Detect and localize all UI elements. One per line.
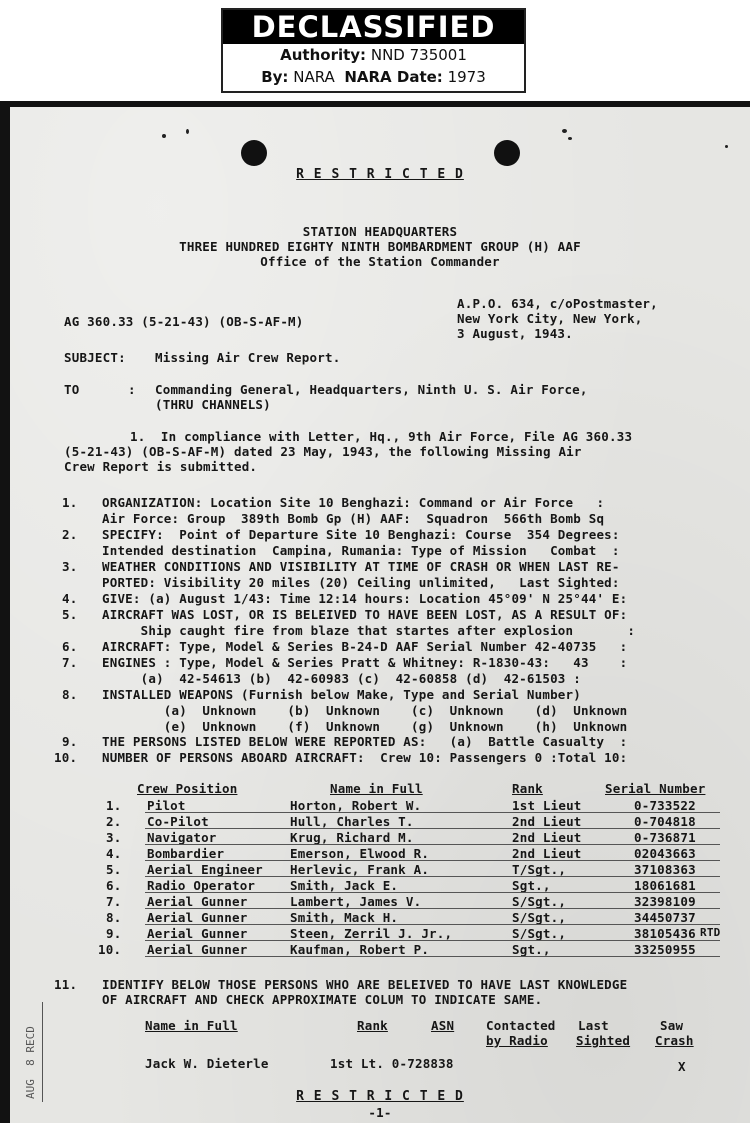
crew-row-serial: 34450737 <box>634 910 696 925</box>
crew-row-serial: 0-736871 <box>634 830 696 845</box>
crew-row-name: Hull, Charles T. <box>290 814 414 829</box>
crew-row-name: Horton, Robert W. <box>290 798 422 813</box>
to-line-1: Commanding General, Headquarters, Ninth U. S. Air Force, <box>155 382 588 397</box>
item-line: Air Force: Group 389th Bomb Gp (H) AAF: Squadron 566th Bomb Sq <box>102 511 605 526</box>
crew-row-name: Steen, Zerril J. Jr., <box>290 926 453 941</box>
crew-header-serial: Serial Number <box>605 781 706 796</box>
crew-header-name: Name in Full <box>330 781 423 796</box>
knowledge-header-asn: ASN <box>431 1018 455 1033</box>
crew-row-position: Aerial Engineer <box>147 862 263 877</box>
crew-row-position: Navigator <box>147 830 217 845</box>
crew-row-number: 3. <box>106 830 122 845</box>
crew-row-rank: Sgt., <box>512 878 551 893</box>
knowledge-row-name: Jack W. Dieterle <box>145 1056 269 1071</box>
apo-line-2: New York City, New York, <box>457 311 643 326</box>
item-number: 7. <box>62 655 78 670</box>
crew-row-position: Radio Operator <box>147 878 256 893</box>
crew-row-rank: 2nd Lieut <box>512 814 582 829</box>
crew-header-position: Crew Position <box>137 781 238 796</box>
header-office: Office of the Station Commander <box>260 254 500 269</box>
crew-row-number: 5. <box>106 862 122 877</box>
declassified-stamp <box>221 8 526 93</box>
item-line: INSTALLED WEAPONS (Furnish below Make, Type and Serial Number) <box>102 687 581 702</box>
item-line: WEATHER CONDITIONS AND VISIBILITY AT TIME OF CRASH OR WHEN LAST RE- <box>102 559 620 574</box>
crew-row-position: Bombardier <box>147 846 225 861</box>
crew-row-name: Smith, Jack E. <box>290 878 399 893</box>
crew-row-9-note: RTD <box>700 926 721 939</box>
crew-row-rule <box>145 924 720 925</box>
crew-row-rank: 2nd Lieut <box>512 830 582 845</box>
paragraph-1-line-1: 1. In compliance with Letter, Hq., 9th Air Force, File AG 360.33 <box>130 429 633 444</box>
knowledge-row-mark: X <box>678 1059 686 1074</box>
paragraph-1-line-2: (5-21-43) (OB-S-AF-M) dated 23 May, 1943, the following Missing Air <box>64 444 582 459</box>
crew-row-rank: S/Sgt., <box>512 926 567 941</box>
item-number: 2. <box>62 527 78 542</box>
crew-row-number: 7. <box>106 894 122 909</box>
knowledge-header-by-radio: by Radio <box>486 1033 548 1048</box>
paragraph-1-line-3: Crew Report is submitted. <box>64 459 258 474</box>
subject-value: Missing Air Crew Report. <box>155 350 341 365</box>
item-number: 3. <box>62 559 78 574</box>
knowledge-header-contacted: Contacted <box>486 1018 556 1033</box>
speck <box>725 145 728 148</box>
crew-row-rule <box>145 876 720 877</box>
apo-line-1: A.P.O. 634, c/oPostmaster, <box>457 296 658 311</box>
crew-row-rule <box>145 956 720 957</box>
crew-row-number: 2. <box>106 814 122 829</box>
crew-row-position: Aerial Gunner <box>147 942 248 957</box>
to-line-2: (THRU CHANNELS) <box>155 397 271 412</box>
item-line: GIVE: (a) August 1/43: Time 12:14 hours: Location 45°09' N 25°44' E: <box>102 591 628 606</box>
margin-line <box>42 1002 43 1102</box>
item-line: (a) 42-54613 (b) 42-60983 (c) 42-60858 (d) 42-61503 : <box>102 671 581 686</box>
crew-row-serial: 32398109 <box>634 894 696 909</box>
classification-top: R E S T R I C T E D <box>296 167 464 182</box>
item-line: Intended destination Campina, Rumania: Type of Mission Combat : <box>102 543 620 558</box>
crew-row-rule <box>145 812 720 813</box>
speck <box>162 134 166 138</box>
punch-hole-right <box>494 140 520 166</box>
crew-row-number: 10. <box>98 942 122 957</box>
subject-label: SUBJECT: <box>64 350 126 365</box>
crew-row-serial: 02043663 <box>634 846 696 861</box>
crew-row-rank: T/Sgt., <box>512 862 567 877</box>
item-number: 8. <box>62 687 78 702</box>
stamp-by: By: NARA NARA Date: 1973 <box>261 68 486 86</box>
item-line: ENGINES : Type, Model & Series Pratt & Whitney: R-1830-43: 43 : <box>102 655 628 670</box>
crew-row-serial: 18061681 <box>634 878 696 893</box>
header-group: THREE HUNDRED EIGHTY NINTH BOMBARDMENT GROUP (H) AAF <box>179 239 581 254</box>
received-date-stamp: AUG 8 RECD <box>24 1026 37 1099</box>
crew-row-number: 1. <box>106 798 122 813</box>
crew-row-rank: Sgt., <box>512 942 551 957</box>
crew-row-name: Smith, Mack H. <box>290 910 399 925</box>
document-scan <box>0 101 750 1123</box>
file-reference: AG 360.33 (5-21-43) (OB-S-AF-M) <box>64 314 304 329</box>
crew-row-number: 4. <box>106 846 122 861</box>
to-colon: : <box>128 382 136 397</box>
crew-row-name: Herlevic, Frank A. <box>290 862 430 877</box>
item-line: ORGANIZATION: Location Site 10 Benghazi: Command or Air Force : <box>102 495 605 510</box>
crew-row-position: Co-Pilot <box>147 814 209 829</box>
crew-row-rank: 2nd Lieut <box>512 846 582 861</box>
item-line: NUMBER OF PERSONS ABOARD AIRCRAFT: Crew 10: Passengers 0 :Total 10: <box>102 750 628 765</box>
crew-row-rule <box>145 940 720 941</box>
stamp-authority: Authority: NND 735001 <box>280 46 467 64</box>
to-label: TO <box>64 382 80 397</box>
item-line: THE PERSONS LISTED BELOW WERE REPORTED AS: (a) Battle Casualty : <box>102 734 628 749</box>
item-11-line-1: IDENTIFY BELOW THOSE PERSONS WHO ARE BELEIVED TO HAVE LAST KNOWLEDGE <box>102 977 628 992</box>
crew-row-position: Aerial Gunner <box>147 926 248 941</box>
item-number: 6. <box>62 639 78 654</box>
speck <box>568 137 572 140</box>
crew-row-rule <box>145 844 720 845</box>
crew-row-serial: 0-733522 <box>634 798 696 813</box>
speck <box>186 129 189 134</box>
crew-row-serial: 38105436 <box>634 926 696 941</box>
item-number: 10. <box>54 750 78 765</box>
item-line: AIRCRAFT: Type, Model & Series B-24-D AAF Serial Number 42-40735 : <box>102 639 628 654</box>
crew-row-number: 6. <box>106 878 122 893</box>
crew-row-number: 8. <box>106 910 122 925</box>
knowledge-header-last: Last <box>578 1018 609 1033</box>
item-11-line-2: OF AIRCRAFT AND CHECK APPROXIMATE COLUM TO INDICATE SAME. <box>102 992 543 1007</box>
crew-row-serial: 0-704818 <box>634 814 696 829</box>
knowledge-row-rank-asn: 1st Lt. 0-728838 <box>330 1056 454 1071</box>
crew-row-rank: S/Sgt., <box>512 910 567 925</box>
knowledge-header-crash: Crash <box>655 1033 694 1048</box>
item-line: (e) Unknown (f) Unknown (g) Unknown (h) Unknown <box>102 719 628 734</box>
knowledge-header-sighted: Sighted <box>576 1033 631 1048</box>
item-line: PORTED: Visibility 20 miles (20) Ceiling unlimited, Last Sighted: <box>102 575 620 590</box>
item-line: (a) Unknown (b) Unknown (c) Unknown (d) Unknown <box>102 703 628 718</box>
crew-row-name: Kaufman, Robert P. <box>290 942 430 957</box>
crew-row-rule <box>145 892 720 893</box>
crew-row-rule <box>145 828 720 829</box>
speck <box>562 129 567 133</box>
crew-row-serial: 37108363 <box>634 862 696 877</box>
document-page <box>10 107 750 1123</box>
item-number: 4. <box>62 591 78 606</box>
knowledge-header-rank: Rank <box>357 1018 388 1033</box>
item-number: 1. <box>62 495 78 510</box>
crew-row-position: Pilot <box>147 798 186 813</box>
crew-row-rule <box>145 908 720 909</box>
item-line: Ship caught fire from blaze that startes after explosion : <box>102 623 636 638</box>
item-number: 5. <box>62 607 78 622</box>
item-line: SPECIFY: Point of Departure Site 10 Benghazi: Course 354 Degrees: <box>102 527 620 542</box>
item-11-number: 11. <box>54 977 78 992</box>
crew-row-name: Lambert, James V. <box>290 894 422 909</box>
crew-row-position: Aerial Gunner <box>147 910 248 925</box>
crew-row-rule <box>145 860 720 861</box>
stamp-title: DECLASSIFIED <box>223 10 524 44</box>
crew-row-rank: 1st Lieut <box>512 798 582 813</box>
apo-line-3: 3 August, 1943. <box>457 326 573 341</box>
header-station: STATION HEADQUARTERS <box>302 224 458 239</box>
crew-row-number: 9. <box>106 926 122 941</box>
crew-row-serial: 33250955 <box>634 942 696 957</box>
page-number: -1- <box>368 1105 392 1120</box>
classification-bottom: R E S T R I C T E D <box>296 1089 464 1104</box>
crew-row-position: Aerial Gunner <box>147 894 248 909</box>
crew-row-name: Krug, Richard M. <box>290 830 414 845</box>
knowledge-header-name: Name in Full <box>145 1018 238 1033</box>
crew-row-rank: S/Sgt., <box>512 894 567 909</box>
knowledge-header-saw: Saw <box>660 1018 684 1033</box>
crew-row-name: Emerson, Elwood R. <box>290 846 430 861</box>
crew-header-rank: Rank <box>512 781 543 796</box>
item-number: 9. <box>62 734 78 749</box>
punch-hole-left <box>241 140 267 166</box>
item-line: AIRCRAFT WAS LOST, OR IS BELEIVED TO HAVE BEEN LOST, AS A RESULT OF: <box>102 607 628 622</box>
